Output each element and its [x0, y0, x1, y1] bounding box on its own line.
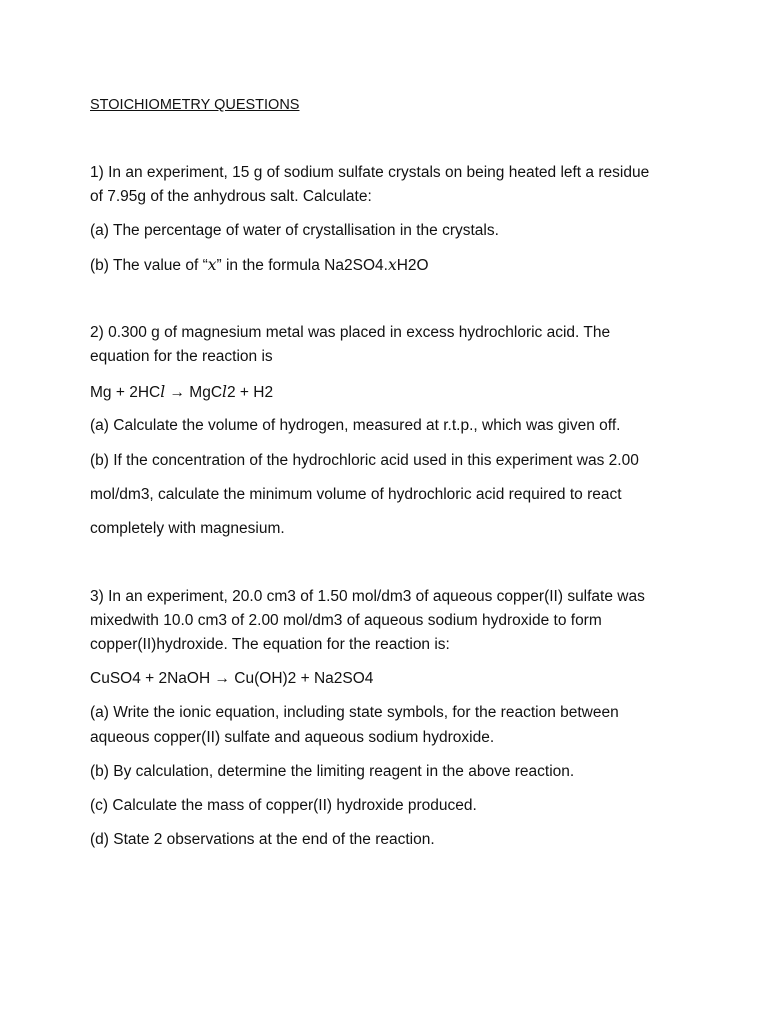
q3-line-1: 3) In an experiment, 20.0 cm3 of 1.50 mol/dm3 of aqueous copper(II) sulfate was	[90, 588, 645, 605]
q2-eq-post: 2 + H2	[227, 384, 274, 401]
q3-part-b: (b) By calculation, determine the limiting reagent in the above reaction.	[90, 763, 575, 780]
q3-part-d: (d) State 2 observations at the end of the reaction.	[90, 831, 435, 848]
q3-part-a-line-1: (a) Write the ionic equation, including state symbols, for the reaction between	[90, 704, 619, 721]
q1-part-b-pre: (b) The value of “	[90, 257, 208, 274]
q3-line-3: copper(II)hydroxide. The equation for the reaction is:	[90, 636, 450, 653]
q1-part-b-variable-2: x	[387, 256, 397, 274]
q2-eq-pre: Mg + 2HC	[90, 384, 161, 401]
q1-line-2: of 7.95g of the anhydrous salt. Calculate:	[90, 188, 372, 205]
q2-eq-l-2: l	[222, 383, 227, 401]
q2-eq-l-1: l	[160, 383, 166, 401]
q2-part-b-line-1: (b) If the concentration of the hydrochloric acid used in this experiment was 2.00	[90, 452, 639, 469]
q3-part-c: (c) Calculate the mass of copper(II) hydroxide produced.	[90, 797, 477, 814]
q2-line-2: equation for the reaction is	[90, 348, 273, 365]
q3-part-a-line-2: aqueous copper(II) sulfate and aqueous sodium hydroxide.	[90, 729, 495, 746]
q1-part-b-mid: ” in the formula Na2SO4.	[216, 257, 388, 274]
document-title: STOICHIOMETRY QUESTIONS	[90, 97, 300, 113]
q1-part-b-variable: x	[207, 256, 217, 274]
q1-part-b-post: H2O	[396, 257, 429, 274]
q1-line-1: 1) In an experiment, 15 g of sodium sulfate crystals on being heated left a residue	[90, 164, 650, 181]
q2-part-b-line-2: mol/dm3, calculate the minimum volume of hydrochloric acid required to react	[90, 486, 622, 503]
q2-part-b-line-3: completely with magnesium.	[90, 520, 285, 537]
q3-equation: CuSO4 + 2NaOH → Cu(OH)2 + Na2SO4	[90, 670, 374, 687]
q2-equation	[90, 382, 273, 403]
q3-line-2: mixedwith 10.0 cm3 of 2.00 mol/dm3 of aqueous sodium hydroxide to form	[90, 612, 602, 629]
q2-eq-mid: → MgC	[165, 384, 223, 401]
q1-part-a: (a) The percentage of water of crystallisation in the crystals.	[90, 222, 499, 239]
q2-line-1: 2) 0.300 g of magnesium metal was placed in excess hydrochloric acid. The	[90, 324, 611, 341]
q2-part-a: (a) Calculate the volume of hydrogen, measured at r.t.p., which was given off.	[90, 417, 621, 434]
q1-part-b	[90, 255, 429, 276]
